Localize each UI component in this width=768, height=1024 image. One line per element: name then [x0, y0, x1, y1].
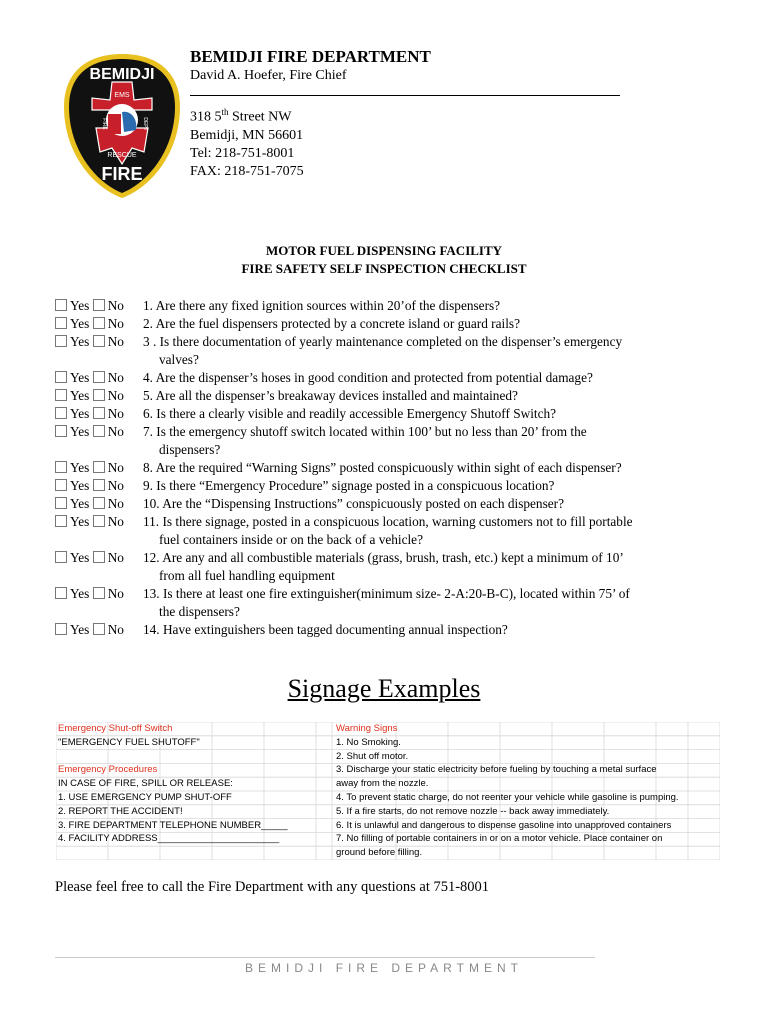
yes-checkbox[interactable]	[55, 299, 67, 311]
signage-line: 1. USE EMERGENCY PUMP SHUT-OFF	[58, 792, 232, 803]
signage-examples-heading: Signage Examples	[287, 674, 481, 703]
checklist-item	[55, 477, 745, 495]
no-label: No	[107, 550, 124, 565]
yes-label: Yes	[70, 334, 90, 349]
yes-checkbox[interactable]	[55, 497, 67, 509]
no-label: No	[107, 478, 124, 493]
yes-label: Yes	[70, 406, 90, 421]
no-checkbox[interactable]	[93, 551, 105, 563]
question-text: 8. Are the required “Warning Signs” posted conspicuously within sight of each dispenser?	[143, 460, 622, 475]
no-label: No	[107, 316, 124, 331]
street-address: 318 5th Street NW	[190, 107, 292, 125]
no-label: No	[107, 406, 124, 421]
logo-ems-text: EMS	[114, 92, 130, 99]
no-checkbox[interactable]	[93, 335, 105, 347]
signage-line: Warning Signs	[336, 723, 398, 734]
checklist-item	[55, 369, 745, 387]
checklist-item	[55, 423, 745, 457]
question-text: 14. Have extinguishers been tagged documenting annual inspection?	[143, 622, 508, 637]
yes-checkbox[interactable]	[55, 425, 67, 437]
yes-label: Yes	[70, 316, 90, 331]
signage-line: Emergency Shut-off Switch	[58, 723, 173, 734]
no-label: No	[107, 514, 124, 529]
question-continuation: dispensers?	[159, 442, 221, 457]
logo-bottom-text: FIRE	[101, 164, 143, 184]
question-continuation: from all fuel handling equipment	[159, 568, 335, 583]
question-text: 13. Is there at least one fire extinguisher(minimum size- 2-A:20-B-C), located within 75’ of	[143, 586, 630, 601]
checklist-item	[55, 513, 745, 547]
checklist-item	[55, 405, 745, 423]
city-state-zip: Bemidji, MN 56601	[190, 127, 304, 143]
no-checkbox[interactable]	[93, 425, 105, 437]
question-continuation: fuel containers inside or on the back of a vehicle?	[159, 532, 423, 547]
logo-top-text: BEMIDJI	[89, 66, 155, 83]
no-checkbox[interactable]	[93, 497, 105, 509]
no-checkbox[interactable]	[93, 461, 105, 473]
yes-checkbox[interactable]	[55, 479, 67, 491]
logo-right-word: DEPT	[142, 117, 148, 131]
contact-note: Please feel free to call the Fire Department with any questions at 751-8001	[55, 879, 490, 895]
yes-checkbox[interactable]	[55, 317, 67, 329]
signage-line: Emergency Procedures	[58, 764, 158, 776]
yes-checkbox[interactable]	[55, 587, 67, 599]
yes-label: Yes	[70, 370, 90, 385]
checklist-item	[55, 459, 745, 477]
signage-line: 1. No Smoking.	[336, 736, 401, 748]
fax: FAX: 218-751-7075	[190, 163, 304, 179]
question-text: 4. Are the dispenser’s hoses in good condition and protected from potential damage?	[143, 370, 593, 385]
logo-rescue-text: RESCUE	[107, 152, 137, 159]
yes-checkbox[interactable]	[55, 407, 67, 419]
question-text: 7. Is the emergency shutoff switch located within 100’ but no less than 20’ from the	[143, 424, 587, 439]
fire-department-patch-logo	[62, 52, 182, 200]
footer-divider	[55, 957, 595, 958]
signage-line: IN CASE OF FIRE, SPILL OR RELEASE:	[58, 778, 233, 790]
no-label: No	[107, 388, 124, 403]
checklist-item	[55, 333, 745, 367]
signage-line: away from the nozzle.	[336, 778, 429, 790]
yes-label: Yes	[70, 586, 90, 601]
no-checkbox[interactable]	[93, 389, 105, 401]
signage-line: "EMERGENCY FUEL SHUTOFF"	[58, 736, 200, 748]
checklist-item	[55, 387, 745, 405]
signage-examples-table	[56, 722, 720, 860]
no-checkbox[interactable]	[93, 317, 105, 329]
yes-checkbox[interactable]	[55, 551, 67, 563]
signage-line: 4. To prevent static charge, do not reenter your vehicle while gasoline is pumping.	[336, 792, 679, 803]
logo-left-word: FIRE	[101, 118, 107, 130]
no-checkbox[interactable]	[93, 623, 105, 635]
no-label: No	[107, 622, 124, 637]
no-label: No	[107, 370, 124, 385]
question-text: 3 . Is there documentation of yearly maintenance completed on the dispenser’s emergency	[143, 334, 623, 349]
signage-line: 3. FIRE DEPARTMENT TELEPHONE NUMBER_____	[58, 819, 288, 831]
question-continuation: valves?	[159, 352, 199, 367]
signage-line: 7. No filling of portable containers in or on a motor vehicle. Place container on	[336, 833, 663, 845]
no-checkbox[interactable]	[93, 587, 105, 599]
yes-label: Yes	[70, 514, 90, 529]
yes-checkbox[interactable]	[55, 515, 67, 527]
footer-banner: BEMIDJI FIRE DEPARTMENT	[245, 961, 523, 975]
yes-label: Yes	[70, 622, 90, 637]
question-text: 1. Are there any fixed ignition sources within 20’of the dispensers?	[143, 298, 501, 313]
signage-line: ground before filling.	[336, 847, 423, 859]
signage-line: 4. FACILITY ADDRESS_______________________	[58, 833, 280, 845]
checklist-item	[55, 297, 745, 315]
yes-checkbox[interactable]	[55, 623, 67, 635]
question-text: 10. Are the “Dispensing Instructions” conspicuously posted on each dispenser?	[143, 496, 564, 511]
address-block	[190, 103, 304, 181]
checklist-item	[55, 495, 745, 513]
signage-line: 6. It is unlawful and dangerous to dispense gasoline into unapproved containers	[336, 819, 672, 831]
no-checkbox[interactable]	[93, 479, 105, 491]
no-checkbox[interactable]	[93, 515, 105, 527]
signage-line: 2. REPORT THE ACCIDENT!	[58, 805, 183, 817]
signage-line: 2. Shut off motor.	[336, 750, 409, 762]
checklist-item	[55, 621, 745, 639]
checklist-title-line1: MOTOR FUEL DISPENSING FACILITY	[265, 243, 503, 258]
yes-label: Yes	[70, 388, 90, 403]
question-text: 12. Are any and all combustible materials (grass, brush, trash, etc.) kept a minimum of 10’	[143, 550, 624, 565]
yes-label: Yes	[70, 424, 90, 439]
question-text: 5. Are all the dispenser’s breakaway devices installed and maintained?	[143, 388, 518, 403]
telephone: Tel: 218-751-8001	[190, 145, 295, 161]
signage-line: 3. Discharge your static electricity before fueling by touching a metal surface	[336, 764, 657, 776]
signage-line: 5. If a fire starts, do not remove nozzle -- back away immediately.	[336, 805, 610, 817]
department-name: BEMIDJI FIRE DEPARTMENT	[190, 47, 431, 66]
fire-chief: David A. Hoefer, Fire Chief	[190, 68, 347, 83]
yes-label: Yes	[70, 460, 90, 475]
question-text: 2. Are the fuel dispensers protected by a concrete island or guard rails?	[143, 316, 520, 331]
yes-label: Yes	[70, 496, 90, 511]
question-text: 9. Is there “Emergency Procedure” signage posted in a conspicuous location?	[143, 478, 555, 493]
checklist-title-line2: FIRE SAFETY SELF INSPECTION CHECKLIST	[241, 261, 527, 276]
no-label: No	[107, 586, 124, 601]
checklist-item	[55, 315, 745, 333]
checklist-item	[55, 549, 745, 583]
yes-checkbox[interactable]	[55, 371, 67, 383]
no-checkbox[interactable]	[93, 371, 105, 383]
yes-checkbox[interactable]	[55, 461, 67, 473]
question-text: 11. Is there signage, posted in a conspicuous location, warning customers not to fill portable	[143, 514, 633, 529]
no-label: No	[107, 298, 124, 313]
question-text: 6. Is there a clearly visible and readily accessible Emergency Shutoff Switch?	[143, 406, 557, 421]
no-label: No	[107, 334, 124, 349]
checklist-item	[55, 585, 745, 619]
yes-checkbox[interactable]	[55, 389, 67, 401]
question-continuation: the dispensers?	[159, 604, 240, 619]
no-checkbox[interactable]	[93, 299, 105, 311]
no-label: No	[107, 496, 124, 511]
yes-label: Yes	[70, 550, 90, 565]
no-label: No	[107, 460, 124, 475]
no-label: No	[107, 424, 124, 439]
no-checkbox[interactable]	[93, 407, 105, 419]
yes-checkbox[interactable]	[55, 335, 67, 347]
yes-label: Yes	[70, 478, 90, 493]
header-divider	[190, 95, 620, 96]
yes-label: Yes	[70, 298, 90, 313]
